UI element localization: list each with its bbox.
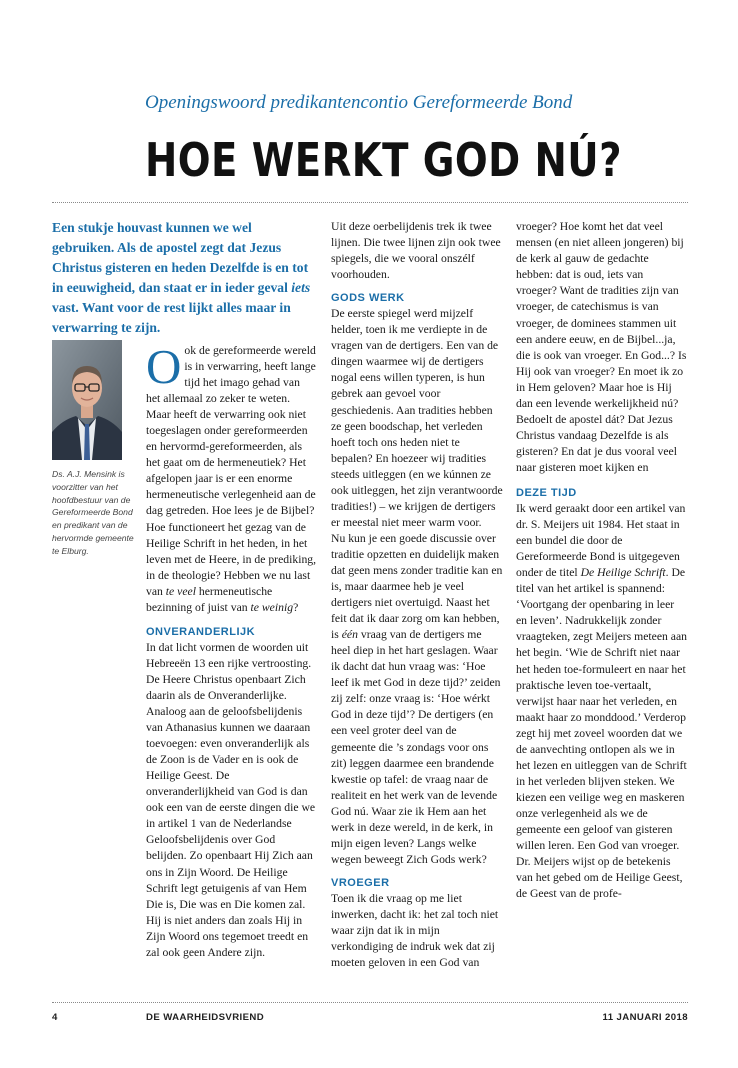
footer-divider	[52, 1002, 688, 1003]
drop-cap: O	[146, 339, 182, 394]
publication-name: DE WAARHEIDSVRIEND	[146, 1012, 265, 1023]
paragraph-first-mirror: De eerste spiegel werd mijzelf helder, toen ik me verdiepte in de vragen van de dertigers. Een van de dingen waarmee wij de dertigers nogal eens willen typeren, is hun gebrek aan gevoel voor geschiedenis. Aan tradities hebben ze geen boodschap, het verleden hoeft toch ons heden niet te bepalen? En hoezeer wij tradities steeds uitleggen (en we kúnnen ze ook uitleggen, het zijn verantwoorde tradities!) – we krijgen de dertigers er meestal niet meer warm voor.	[331, 307, 503, 529]
headline: HOE WERKT GOD NÚ?	[145, 133, 622, 187]
intro-lead	[52, 218, 314, 338]
photo-caption: Ds. A.J. Mensink is voorzitter van het hoofdbestuur van de Gereformeerde Bond en predikant van de hervormde gemeente te Elburg.	[52, 469, 134, 556]
paragraph-opening-end: ?	[293, 600, 299, 614]
intro-text-1: Een stukje houvast kunnen we wel gebruiken. Als de apostel zegt dat Jezus Christus gisteren en heden Dezelfde is en tot in eeuwigheid, dan staat er in ieder geval	[52, 220, 309, 295]
paragraph-tradition	[331, 531, 503, 868]
subheading-onveranderlijk: ONVERANDERLIJK	[146, 625, 256, 638]
article-column-3	[516, 219, 687, 902]
emphasis-te-weinig: te weinig	[250, 600, 294, 614]
subheading-vroeger: VROEGER	[331, 876, 390, 889]
paragraph-deze-tijd-text: Ik werd geraakt door een artikel van dr. S. Meijers uit 1984. Het staat in een bundel die door de Gereformeerde Bond is uitgegeven onder de titel	[516, 502, 686, 580]
paragraph-vroeger-continued: vroeger? Hoe komt het dat veel mensen (en niet alleen jongeren) bij de kerk al gauw de gedachte hebben: dat is oud, iets van vroeger? Want de tradities zijn van vroeger, de catechismus is van vroeger, de dominees stammen uit een andere eeuw, en de Bijbel...ja, die is ook van vroeger. En God...? Is Hij ook van vroeger? En moet ik zo in Hem geloven? Maar hoe is Hij dan een levende werkelijkheid nú? Bedoelt de apostel dát? Dat Jezus Christus vandaag Dezelfde is als gisteren? En dat je dus vooral veel naar gisteren moet kijken en	[516, 220, 687, 474]
intro-text-2: vast. Want voor de rest lijkt alles maar in verwarring te zijn.	[52, 300, 291, 335]
paragraph-two-lines: Uit deze oerbelijdenis trek ik twee lijnen. Die twee lijnen zijn ook twee spiegels, die we vooral onszélf voorhouden.	[331, 220, 501, 282]
intro-emphasis: iets	[291, 280, 311, 295]
book-title-de-heilige-schrift: De Heilige Schrift	[580, 566, 666, 580]
kicker: Openingswoord predikantencontio Gereformeerde Bond	[145, 92, 573, 113]
paragraph-tradition-rest: vraag van de dertigers me heel diep in het hart geslagen. Waar ik dacht dat hun vraag was: ‘Hoe leef ik met God in deze tijd?’ zeiden zij zelf: onze vraag is: ‘Hoe wérkt God in deze tijd’? De dertigers (en een veel groter deel van de gemeente die ’s zondags voor ons zit) leggen daarmee een brandende kwestie op tafel: de vraag naar de realiteit en het werk van de levende God nú. Waar zie ik Hem aan het werk in deze wereld, in de kerk, in mijn eigen leven? Langs welke wegen beweegt Zich Gods werk?	[331, 628, 501, 866]
author-portrait-image	[52, 340, 122, 460]
emphasis-een: één	[341, 628, 358, 642]
paragraph-deze-tijd	[516, 501, 687, 902]
article-column-2	[331, 219, 503, 971]
issue-date: 11 JANUARI 2018	[602, 1012, 688, 1023]
subheading-gods-werk: GODS WERK	[331, 292, 405, 305]
paragraph-opening-mid: hermeneutische bezinning of juist van	[146, 584, 273, 614]
top-divider	[52, 202, 688, 203]
page-number: 4	[52, 1012, 58, 1023]
author-photo	[52, 340, 122, 460]
paragraph-onveranderlijk: In dat licht vormen de woorden uit Hebreeën 13 een rijke vertroosting. De Heere Christus openbaart Zich daarin als de Onveranderlijke. Analoog aan de geloofsbelijdenis van Athanasius kunnen we daaraan toevoegen: even onveranderlijk als de Zoon is de Vader en is ook de Heilige Geest. De onveranderlijkheid van God is dan ook een van de eerste dingen die we in artikel 1 van de Nederlandse Geloofsbelijdenis over God belijden. Zo openbaart Hij Zich aan ons in Zijn Woord. De Heilige Schrift legt getuigenis af van Hem Die is, Die was en Die komen zal. Hij is niet anders dan zoals Hij in Zijn Woord ons tegemoet treedt en zal ook geen Andere zijn.	[146, 640, 316, 959]
paragraph-tradition-text: Nu kun je een goede discussie over traditie opzetten en duidelijk maken dat geen mens zonder traditie kan en is, maar daarmee heb je veel dertigers niet overtuigd. Naast het feit dat ik daar zorg om kan hebben, is	[331, 531, 503, 642]
paragraph-vroeger: Toen ik die vraag op me liet inwerken, dacht ik: het zal toch niet waar zijn dat ik in mijn verkondiging de indruk wek dat zij moeten geloven in een God van	[331, 891, 499, 970]
paragraph-opening-text: ok de gereformeerde wereld is in verwarring, heeft lange tijd het imago gehad van het allemaal zo zeker te weten. Maar heeft de verwarring ook niet toegeslagen onder gereformeerden en hervormd-gereformeerden, als het gaat om de hermeneutiek? Het afgelopen jaar is er een enorme hermeneutische verlegenheid aan de dag getreden. Hoe lees je de Bijbel? Hoe functioneert het gezag van de Heilige Schrift in het heden, in het leven met de Heere, in de prediking, in de theologie? Hebben we nu last van	[146, 344, 317, 598]
emphasis-te-veel: te veel	[165, 584, 196, 598]
paragraph-deze-tijd-rest: . De titel van het artikel is spannend: ‘Voortgang der openbaring in leer en leven’. Nadrukkelijk zonder vraagteken, zegt Meijers meteen aan het begin. ‘Wie de Schrift niet naar het heden toe-formuleert en naar het praktische leven toe-vertaalt, verwijst haar naar het verleden, en maakt haar zo monddood.’ Verderop zegt hij met zoveel woorden dat we de aanvechting ontlopen als we in het lezen en uitleggen van de Schrift in het verleden blijven steken. We kiezen een veilige weg en maskeren onze verlegenheid als we de gemeente een geloof van gisteren willen leren. Een God van vroeger. Dr. Meijers wijst op de betekenis van het gebed om de Heilige Geest, de Geest van de profe-	[516, 566, 688, 901]
subheading-deze-tijd: DEZE TIJD	[516, 487, 577, 499]
article-column-1	[146, 339, 317, 961]
